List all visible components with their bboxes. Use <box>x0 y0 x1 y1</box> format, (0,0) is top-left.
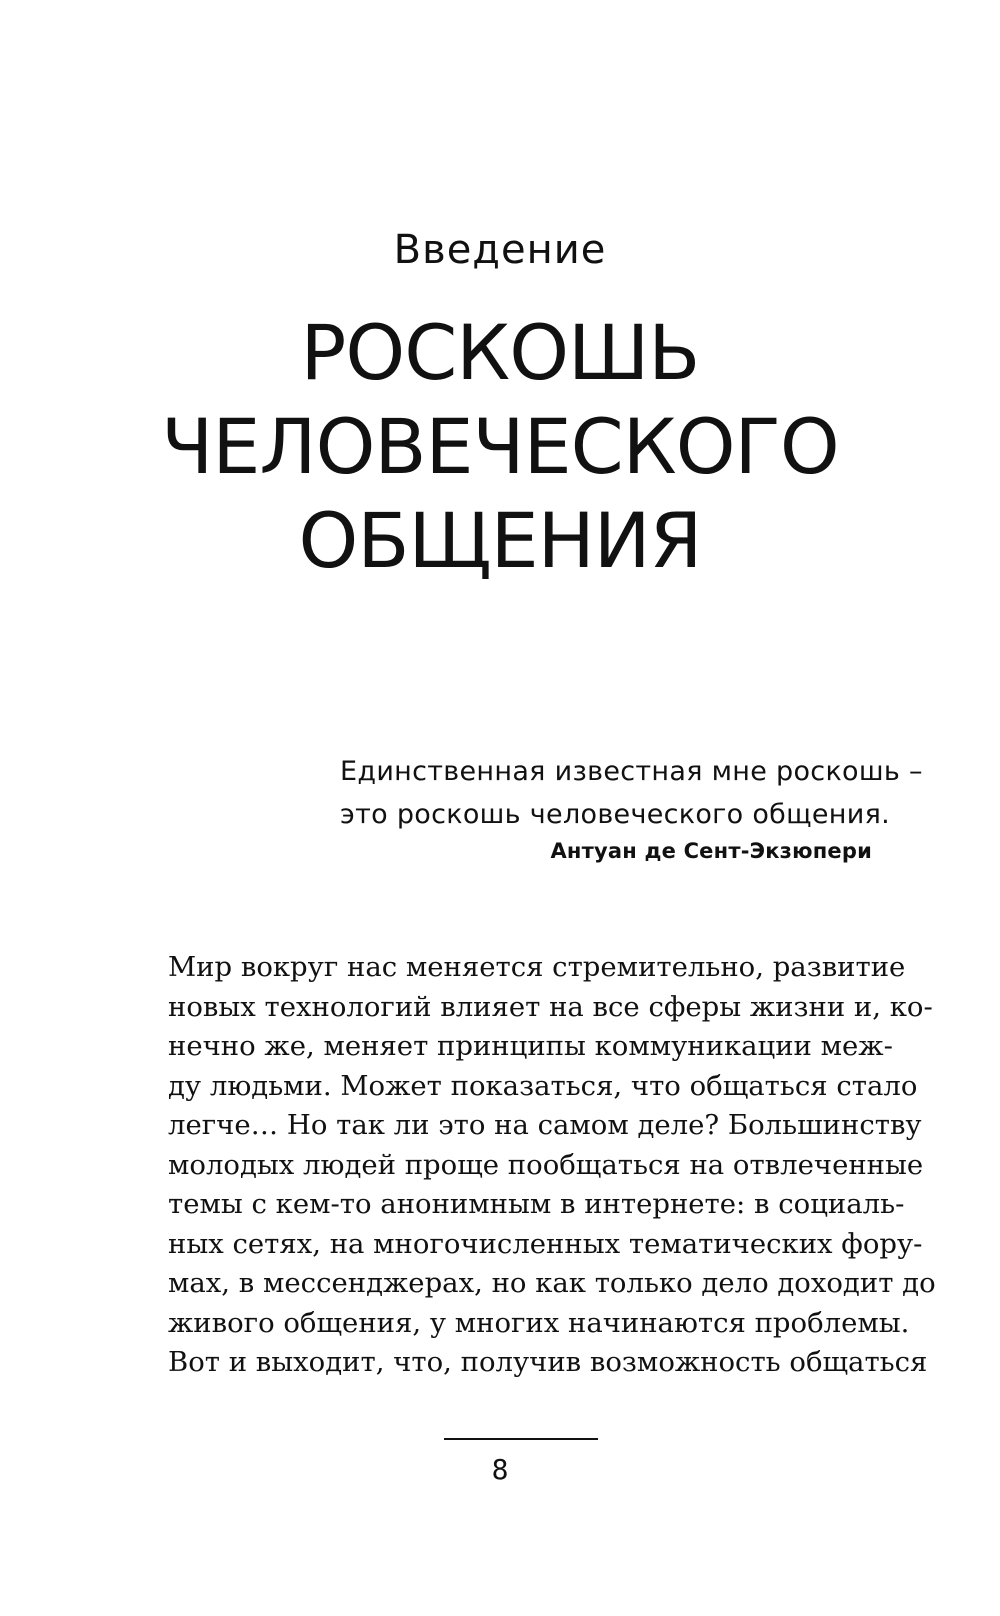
chapter-title-line: ОБЩЕНИЯ <box>298 496 702 585</box>
body-line: темы с кем-то анонимным в интернете: в социаль- <box>168 1188 905 1220</box>
chapter-title-line: ЧЕЛОВЕЧЕСКОГО <box>161 402 839 491</box>
body-line: молодых людей проще пообщаться на отвлеченные <box>168 1148 924 1181</box>
body-line: ду людьми. Может показаться, что общаться стало <box>168 1069 918 1102</box>
epigraph-line: это роскошь человеческого общения. <box>340 799 891 830</box>
body-line: живого общения, у многих начинаются проблемы. <box>168 1306 910 1339</box>
body-line: Вот и выходит, что, получив возможность общаться <box>168 1346 928 1378</box>
chapter-title-line: РОСКОШЬ <box>300 308 700 397</box>
body-line: нечно же, меняет принципы коммуникации меж- <box>168 1030 893 1062</box>
page-number: 8 <box>491 1453 509 1486</box>
epigraph-quote <box>340 750 923 836</box>
chapter-title <box>0 306 1000 588</box>
body-line: новых технологий влияет на все сферы жизни и, ко- <box>168 990 933 1023</box>
epigraph-author: Антуан де Сент-Экзюпери <box>550 839 872 863</box>
folio-divider <box>444 1438 598 1440</box>
chapter-label: Введение <box>393 227 607 273</box>
body-line: ных сетях, на многочисленных тематических фору- <box>168 1227 923 1260</box>
body-line: мах, в мессенджерах, но как только дело доходит до <box>168 1267 936 1299</box>
epigraph-line: Единственная известная мне роскошь – <box>340 756 923 787</box>
body-paragraph <box>168 948 936 1383</box>
body-line: легче… Но так ли это на самом деле? Большинству <box>168 1109 922 1141</box>
body-line: Мир вокруг нас меняется стремительно, развитие <box>168 951 906 983</box>
